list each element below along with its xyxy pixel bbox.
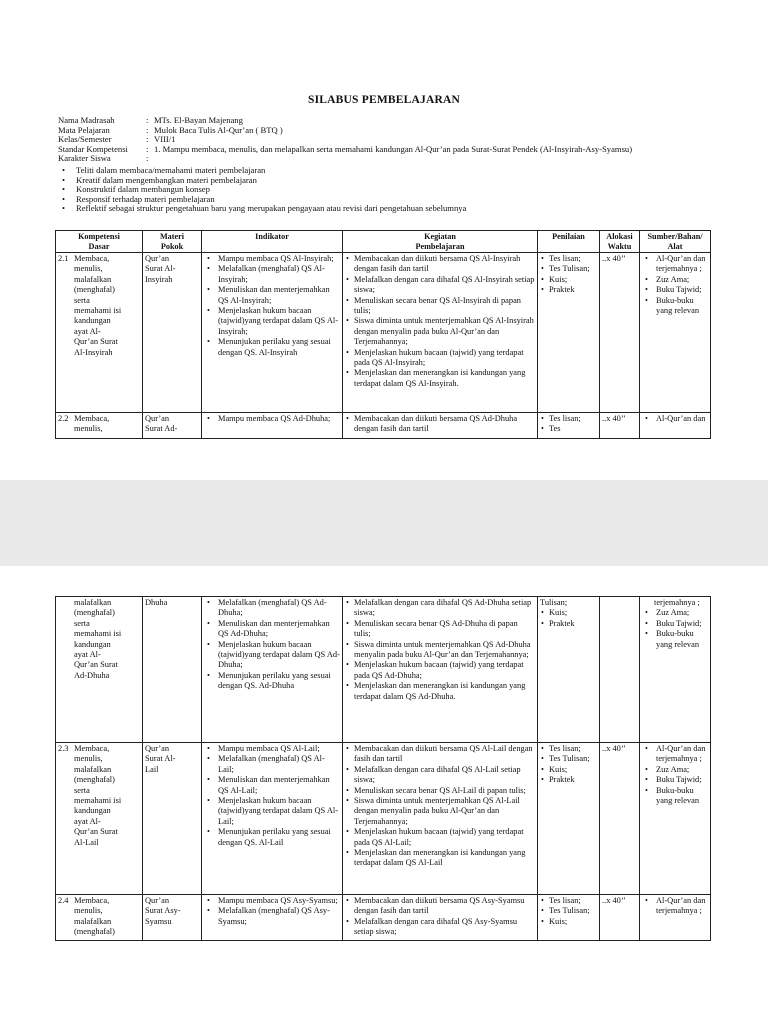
cell-indikator [202,895,343,941]
header-kompetensi-dasar [56,231,143,253]
kd-body [58,906,140,937]
header-kegiatan [343,231,538,253]
kegiatan-item: • Membacakan dan diikuti bersama QS Al-Insyirah dengan fasih dan tartil [345,254,535,275]
cell-sumber [640,743,711,895]
kd-number: 2.2 [58,414,69,423]
header-line: Dasar [88,241,110,251]
kegiatan-item: • Menuliskan secara benar QS Ad-Dhuha di papan tulis; [345,619,535,640]
trait-item: • Responsif terhadap materi pembelajaran [58,195,466,205]
penilaian-item: • Kuis; [540,275,597,285]
kd-line: menulis, [74,754,103,764]
sumber-item: • Al-Qur’an dan terjemahnya ; [642,744,708,765]
kd-line: malafalkan [74,764,112,774]
sumber-item: • Zuz Ama; [642,275,708,285]
indikator-item: • Menjelaskan hukum bacaan (tajwid)yang terdapat dalam QS Al-Lail; [204,796,340,827]
indikator-list [204,744,340,848]
cell-penilaian [538,895,600,941]
sumber-item: • Buku-buku yang relevan [642,629,708,650]
indikator-list [204,254,340,358]
indikator-item: • Melafalkan (menghafal) QS Al-Insyirah; [204,264,340,285]
meta-value: VIII/1 [154,134,176,145]
kd-line: kandungan [74,639,111,649]
kegiatan-list [345,598,535,702]
kd-line: malafalkan [74,598,112,607]
kd-line: (menghafal) [74,285,115,295]
indikator-list [204,896,340,927]
cell-materi-pokok [143,597,202,743]
kd-line: Ad-Dhuha [74,670,110,680]
kegiatan-item: • Siswa diminta untuk menterjemahkan QS Ad-Dhuha menyalin pada buku Al-Qur’an dan Terjemahannya; [345,640,535,661]
kegiatan-item: • Menuliskan secara benar QS Al-Insyirah di papan tulis; [345,296,535,317]
penilaian-item: • Tes [540,424,597,434]
cell-materi-pokok [143,895,202,941]
trait-item: • Teliti dalam membaca/memahami materi pembelajaran [58,166,466,176]
indikator-item: • Mampu membaca QS Al-Insyirah; [204,254,340,264]
kd-text: Membaca, [74,896,110,905]
kegiatan-item: • Membacakan dan diikuti bersama QS Al-Lail dengan fasih dan tartil [345,744,535,765]
penilaian-item: • Kuis; [540,917,597,927]
kd-line: (menghafal) [74,608,115,618]
cell-sumber [640,253,711,413]
kd-first-line [58,254,140,264]
document-title: SILABUS PEMBELAJARAN [308,94,460,106]
header-line: Kompetensi [78,232,120,241]
kd-line: memahami isi [74,629,122,639]
kd-line: menulis, [74,906,103,916]
penilaian-item: • Praktek [540,619,597,629]
meta-row [58,126,632,136]
penilaian-item: • Kuis; [540,765,597,775]
meta-value: Mulok Baca Tulis Al-Qur’an ( BTQ ) [154,124,283,135]
kegiatan-item: • Menjelaskan hukum bacaan (tajwid) yang terdapat pada QS Ad-Dhuha; [345,660,535,681]
kd-number: 2.3 [58,744,69,753]
meta-key: Kelas/Semester [58,134,112,145]
indikator-item: • Menjelaskan hukum bacaan (tajwid)yang terdapat dalam QS Ad-Dhuha; [204,640,340,671]
kegiatan-list [345,896,535,938]
kegiatan-item: • Menjelaskan hukum bacaan (tajwid) yang terdapat pada QS Al-Lail; [345,827,535,848]
meta-colon: : [146,115,149,125]
penilaian-item: • Tes lisan; [540,414,597,424]
trait-item: • Reflektif sebagai struktur pengetahuan baru yang merupakan pengayaan atau revisi dari pengetahuan sebelumnya [58,204,466,214]
kd-line: memahami isi [74,796,122,806]
kd-number: 2.4 [58,896,69,905]
syllabus-table [55,230,711,439]
header-line: Materi [159,232,185,241]
penilaian-list [540,608,597,629]
kd-line: Qur’an Surat [74,337,118,347]
header-line: Pokok [160,241,184,251]
sumber-item: • Buku-buku yang relevan [642,786,708,807]
cell-sumber [640,413,711,439]
kd-line: malafalkan [74,274,112,284]
sumber-item: • Buku Tajwid; [642,285,708,295]
table-row [56,895,711,941]
indikator-item: • Menuliskan dan menterjemahkan QS Al-Insyirah; [204,285,340,306]
kd-line: serta [74,785,90,795]
indikator-list [204,414,340,424]
cell-indikator [202,597,343,743]
indikator-item: • Melafalkan (menghafal) QS Asy-Syamsu; [204,906,340,927]
materi-line: Insyirah [145,274,173,284]
cell-sumber [640,895,711,941]
penilaian-item: • Tes lisan; [540,254,597,264]
kd-text: Membaca, [74,414,110,423]
kd-line: malafalkan [74,916,112,926]
sumber-list [642,896,708,917]
header-line: Pembelajaran [415,241,465,251]
kd-line: kandungan [74,806,111,816]
penilaian-item: • Tes lisan; [540,744,597,754]
materi-line: Qur’an [145,254,170,263]
kegiatan-list [345,744,535,869]
indikator-item: • Mampu membaca QS Asy-Syamsu; [204,896,340,906]
cell-alokasi: ..x 40’’ [600,743,640,895]
document-page-1 [0,0,768,480]
syllabus-table-continued [55,596,711,941]
indikator-item: • Menunjukan perilaku yang sesuai dengan QS. Al-Lail [204,827,340,848]
kegiatan-item: • Melafalkan dengan cara dihafal QS Ad-Dhuha setiap siswa; [345,598,535,619]
kd-line: serta [74,618,90,628]
header-line: Waktu [607,241,632,251]
meta-row [58,154,632,164]
kd-body [58,754,140,848]
kegiatan-item: • Membacakan dan diikuti bersama QS Asy-Syamsu dengan fasih dan tartil [345,896,535,917]
materi-line: Lail [145,764,159,774]
penilaian-list [540,896,597,927]
cell-kompetensi-dasar [56,253,143,413]
sumber-list [642,414,708,424]
header-line: Alokasi [606,232,633,241]
kd-body [58,264,140,358]
table-row [56,253,711,413]
kd-line: ayat Al- [74,650,101,660]
kd-body [58,424,140,434]
sumber-item: • Al-Qur’an dan terjemahnya ; [642,254,708,275]
sumber-item: • Zuz Ama; [642,765,708,775]
kegiatan-item: • Siswa diminta untuk menterjemahkan QS Al-Insyirah dengan menyalin pada buku Al-Qur’an dan Terjemahannya; [345,316,535,347]
kd-line: Qur’an Surat [74,827,118,837]
kd-line: kandungan [74,316,111,326]
header-materi-pokok [143,231,202,253]
kd-text: Membaca, [74,744,110,753]
indikator-list [204,598,340,692]
kegiatan-item: • Menjelaskan dan menerangkan isi kandungan yang terdapat dalam QS Al-Insyirah. [345,368,535,389]
meta-block [58,116,632,164]
materi-line: Dhuha [145,598,168,607]
sumber-list [642,254,708,316]
kd-line: ayat Al- [74,326,101,336]
penilaian-item: • Praktek [540,285,597,295]
kegiatan-item: • Menjelaskan dan menerangkan isi kandungan yang terdapat dalam QS Al-Lail [345,848,535,869]
kd-line: memahami isi [74,306,122,316]
kd-line: (menghafal) [74,775,115,785]
sumber-item: • Al-Qur’an dan terjemahnya ; [642,896,708,917]
kd-number: 2.1 [58,254,69,263]
header-line: Kegiatan [424,232,456,241]
penilaian-continued: Tulisan; [540,598,568,607]
header-penilaian: Penilaian [538,231,600,253]
meta-colon: : [146,124,149,135]
materi-line: Syamsu [145,916,172,926]
header-alokasi [600,231,640,253]
materi-line: Surat Al- [145,264,176,274]
cell-materi-pokok [143,253,202,413]
cell-penilaian [538,253,600,413]
cell-alokasi: ..x 40’’ [600,413,640,439]
kegiatan-item: • Membacakan dan diikuti bersama QS Ad-Dhuha dengan fasih dan tartil [345,414,535,435]
indikator-item: • Melafalkan (menghafal) QS Ad-Dhuha; [204,598,340,619]
header-indikator: Indikator [202,231,343,253]
materi-line: Surat Ad- [145,424,178,434]
materi-line: Qur’an [145,896,170,905]
kd-first-line [58,414,140,424]
penilaian-item: • Tes Tulisan; [540,754,597,764]
meta-key: Karakter Siswa [58,153,111,164]
materi-line: Qur’an [145,414,170,423]
cell-alokasi: ..x 40’’ [600,253,640,413]
cell-alokasi [600,597,640,743]
cell-kegiatan [343,253,538,413]
materi-line: Surat Al- [145,754,176,764]
kegiatan-item: • Menuliskan secara benar QS Al-Lail di papan tulis; [345,786,535,796]
cell-kegiatan [343,743,538,895]
table-row [56,413,711,439]
penilaian-item: • Tes lisan; [540,896,597,906]
kegiatan-item: • Melafalkan dengan cara dihafal QS Al-Insyirah setiap siswa; [345,275,535,296]
indikator-item: • Menuliskan dan menterjemahkan QS Ad-Dhuha; [204,619,340,640]
penilaian-list [540,254,597,296]
meta-key: Standar Kompetensi [58,143,128,154]
penilaian-item: • Kuis; [540,608,597,618]
kd-line: serta [74,295,90,305]
kd-first-line [58,896,140,906]
cell-kegiatan [343,413,538,439]
meta-value: MTs. El-Bayan Majenang [154,115,243,125]
sumber-continued: terjemahnya ; [654,598,700,607]
header-line: Sumber/Bahan/ [647,232,703,241]
kd-line: ayat Al- [74,816,101,826]
kd-line: Al-Insyirah [74,347,113,357]
meta-colon: : [146,153,149,164]
sumber-item: • Zuz Ama; [642,608,708,618]
kd-text: Membaca, [74,254,110,263]
kegiatan-list [345,254,535,389]
indikator-item: • Menjelaskan hukum bacaan (tajwid)yang terdapat dalam QS Al-Insyirah; [204,306,340,337]
kd-first-line [58,744,140,754]
cell-penilaian [538,597,600,743]
kd-body [58,598,140,681]
materi-line: Qur’an [145,744,170,753]
indikator-item: • Mampu membaca QS Ad-Dhuha; [204,414,340,424]
penilaian-item: • Tes Tulisan; [540,906,597,916]
indikator-item: • Melafalkan (menghafal) QS Al-Lail; [204,754,340,775]
meta-key: Mata Pelajaran [58,124,110,135]
cell-indikator [202,743,343,895]
cell-penilaian [538,413,600,439]
document-page-2 [0,566,768,1024]
kegiatan-item: • Siswa diminta untuk menterjemahkan QS Al-Lail dengan menyalin pada buku Al-Qur’an dan Terjemahannya; [345,796,535,827]
kegiatan-item: • Menjelaskan dan menerangkan isi kandungan yang terdapat dalam QS Ad-Dhuha. [345,681,535,702]
table-row [56,743,711,895]
kd-line: Al-Lail [74,837,99,847]
character-traits-list [58,166,466,214]
cell-kompetensi-dasar [56,413,143,439]
meta-colon: : [146,143,149,154]
indikator-item: • Mampu membaca QS Al-Lail; [204,744,340,754]
penilaian-list [540,414,597,435]
header-sumber [640,231,711,253]
meta-colon: : [146,134,149,145]
meta-key: Nama Madrasah [58,115,115,125]
cell-indikator [202,253,343,413]
kd-line: (menghafal) [74,927,115,937]
sumber-item: • Buku-buku yang relevan [642,296,708,317]
penilaian-item: • Praktek [540,775,597,785]
indikator-item: • Menunjukan perilaku yang sesuai dengan QS. Ad-Dhuha [204,671,340,692]
sumber-item: • Al-Qur’an dan [642,414,708,424]
penilaian-item: • Tes Tulisan; [540,264,597,274]
cell-penilaian [538,743,600,895]
sumber-list [642,744,708,806]
kd-line: menulis, [74,424,103,434]
cell-sumber [640,597,711,743]
kd-line: Qur’an Surat [74,660,118,670]
cell-kegiatan [343,597,538,743]
trait-item: • Kreatif dalam mengembangkan materi pembelajaran [58,176,466,186]
cell-materi-pokok [143,743,202,895]
kegiatan-item: • Melafalkan dengan cara dihafal QS Al-Lail setiap siswa; [345,765,535,786]
meta-value: 1. Mampu membaca, menulis, dan melapalkan serta memahami kandungan Al-Qur’an pada Surat-Surat Pendek (Al-Insyirah-Asy-Syamsu) [154,143,633,154]
indikator-item: • Menunjukan perilaku yang sesuai dengan QS. Al-Insyirah [204,337,340,358]
meta-row [58,116,632,126]
materi-line: Surat Asy- [145,906,181,916]
sumber-item: • Buku Tajwid; [642,775,708,785]
cell-kegiatan [343,895,538,941]
kegiatan-item: • Menjelaskan hukum bacaan (tajwid) yang terdapat pada QS Al-Insyirah; [345,348,535,369]
cell-kompetensi-dasar [56,743,143,895]
sumber-item: • Buku Tajwid; [642,619,708,629]
table-row [56,597,711,743]
penilaian-list [540,744,597,786]
cell-kompetensi-dasar [56,895,143,941]
cell-materi-pokok [143,413,202,439]
kegiatan-item: • Melafalkan dengan cara dihafal QS Asy-Syamsu setiap siswa; [345,917,535,938]
cell-alokasi: ..x 40’’ [600,895,640,941]
cell-kompetensi-dasar [56,597,143,743]
cell-indikator [202,413,343,439]
kd-line: menulis, [74,264,103,274]
trait-item: • Konstruktif dalam membangun konsep [58,185,466,195]
table-header-row [56,231,711,253]
indikator-item: • Menuliskan dan menterjemahkan QS Al-Lail; [204,775,340,796]
header-line: Alat [667,241,683,251]
meta-row [58,145,632,155]
sumber-list [642,608,708,650]
kegiatan-list [345,414,535,435]
